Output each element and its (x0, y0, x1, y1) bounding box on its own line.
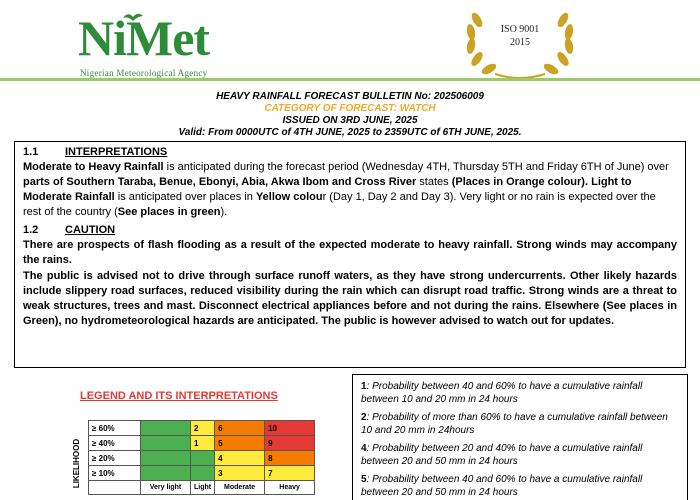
likelihood-axis-label: LIKELIHOOD (72, 438, 82, 489)
legend-grid (88, 420, 315, 495)
legend-cell (141, 436, 191, 451)
legend-row-label: ≥ 40% (89, 436, 141, 451)
legend-cell: 9 (265, 436, 315, 451)
probability-item: 2: Probability of more than 60% to have a cumulative rainfall between 10 and 20 mm in 24hours (361, 412, 668, 436)
legend-cell (141, 451, 191, 466)
legend-cell: 7 (265, 466, 315, 481)
issued-date: ISSUED ON 3RD JUNE, 2025 (282, 115, 418, 126)
forecast-details-box (14, 141, 686, 368)
legend-cell: 2 (191, 421, 215, 436)
legend-row-label: ≥ 60% (89, 421, 141, 436)
probability-item: 1: Probability between 40 and 60% to have a cumulative rainfall between 10 and 20 mm in 24 hours (361, 381, 643, 405)
legend-cell (141, 421, 191, 436)
iso-year: 2015 (510, 37, 530, 48)
logo-tagline: Nigerian Meteorological Agency (80, 68, 208, 78)
iso-badge (455, 0, 585, 82)
legend-cell: 5 (215, 436, 265, 451)
valid-period: Valid: From 0000UTC of 4TH JUNE, 2025 to 2359UTC of 6TH JUNE, 2025. (178, 127, 522, 138)
legend-x-label: Very light (141, 481, 191, 495)
forecast-category: CATEGORY OF FORECAST: WATCH (264, 103, 436, 114)
legend-cell (141, 466, 191, 481)
caution-paragraph-2: The public is advised not to drive through surface runoff waters, as they have strong undercurrents. Other likely hazards include slippery road surfaces, reduced visibility during the rain which can disrupt road traffic. Strong winds are a threat to weak structures, trees and mast. Disconnect electrical appliances before and not during the rains. Elsewhere (See places in Green), no hydrometeorological hazards are anticipated. The public is however advised to watch out for updates. (23, 270, 677, 327)
logo-wordmark: NiMet (78, 10, 210, 66)
legend-x-label: Heavy (265, 481, 315, 495)
legend-cell: 10 (265, 421, 315, 436)
legend-row-label: ≥ 10% (89, 466, 141, 481)
section-heading-caution: 1.2 CAUTION (23, 224, 116, 236)
legend-row (89, 451, 315, 466)
bulletin-header (0, 91, 700, 139)
caution-paragraph-1: There are prospects of flash flooding as a result of the expected moderate to heavy rainfall. Strong winds may accompany the rains. (23, 239, 677, 266)
legend-x-labels (89, 481, 315, 495)
bulletin-title: HEAVY RAINFALL FORECAST BULLETIN No: 202506009 (216, 91, 484, 102)
legend-row (89, 466, 315, 481)
legend-cell: 3 (215, 466, 265, 481)
probability-item: 4: Probability between 20 and 40% to have a cumulative rainfall between 20 and 50 mm in 24 hours (361, 443, 643, 467)
legend-cell (191, 451, 215, 466)
legend-x-label: Light (191, 481, 215, 495)
probability-item: 5: Probability between 40 and 60% to have a cumulative rainfall between 20 and 50 mm in 24 hours (361, 474, 643, 498)
legend-cell: 1 (191, 436, 215, 451)
legend-row (89, 421, 315, 436)
legend-row (89, 436, 315, 451)
legend-x-label: Moderate (215, 481, 265, 495)
legend-cell (191, 466, 215, 481)
section-heading-interpretations: 1.1 INTERPRETATIONS (23, 146, 168, 158)
iso-label: ISO 9001 (500, 24, 540, 35)
header-divider (0, 78, 700, 81)
legend-row-label: ≥ 20% (89, 451, 141, 466)
nimet-logo (78, 10, 258, 78)
legend-cell: 6 (215, 421, 265, 436)
legend-cell: 8 (265, 451, 315, 466)
probability-definitions-box (352, 374, 688, 500)
legend-title: LEGEND AND ITS INTERPRETATIONS (80, 390, 278, 402)
interpretations-paragraph: Moderate to Heavy Rainfall is anticipated during the forecast period (Wednesday 4TH, Thursday 5TH and Friday 6TH of June) over parts of Southern Taraba, Benue, Ebonyi, Abia, Akwa Ibom and Cross River states (Places in Orange colour). Light to Moderate Rainfall is anticipated over places in Yellow colour (Day 1, Day 2 and Day 3). Very light or no rain is expected over the rest of the country (See places in green). (23, 161, 669, 218)
legend-cell: 4 (215, 451, 265, 466)
